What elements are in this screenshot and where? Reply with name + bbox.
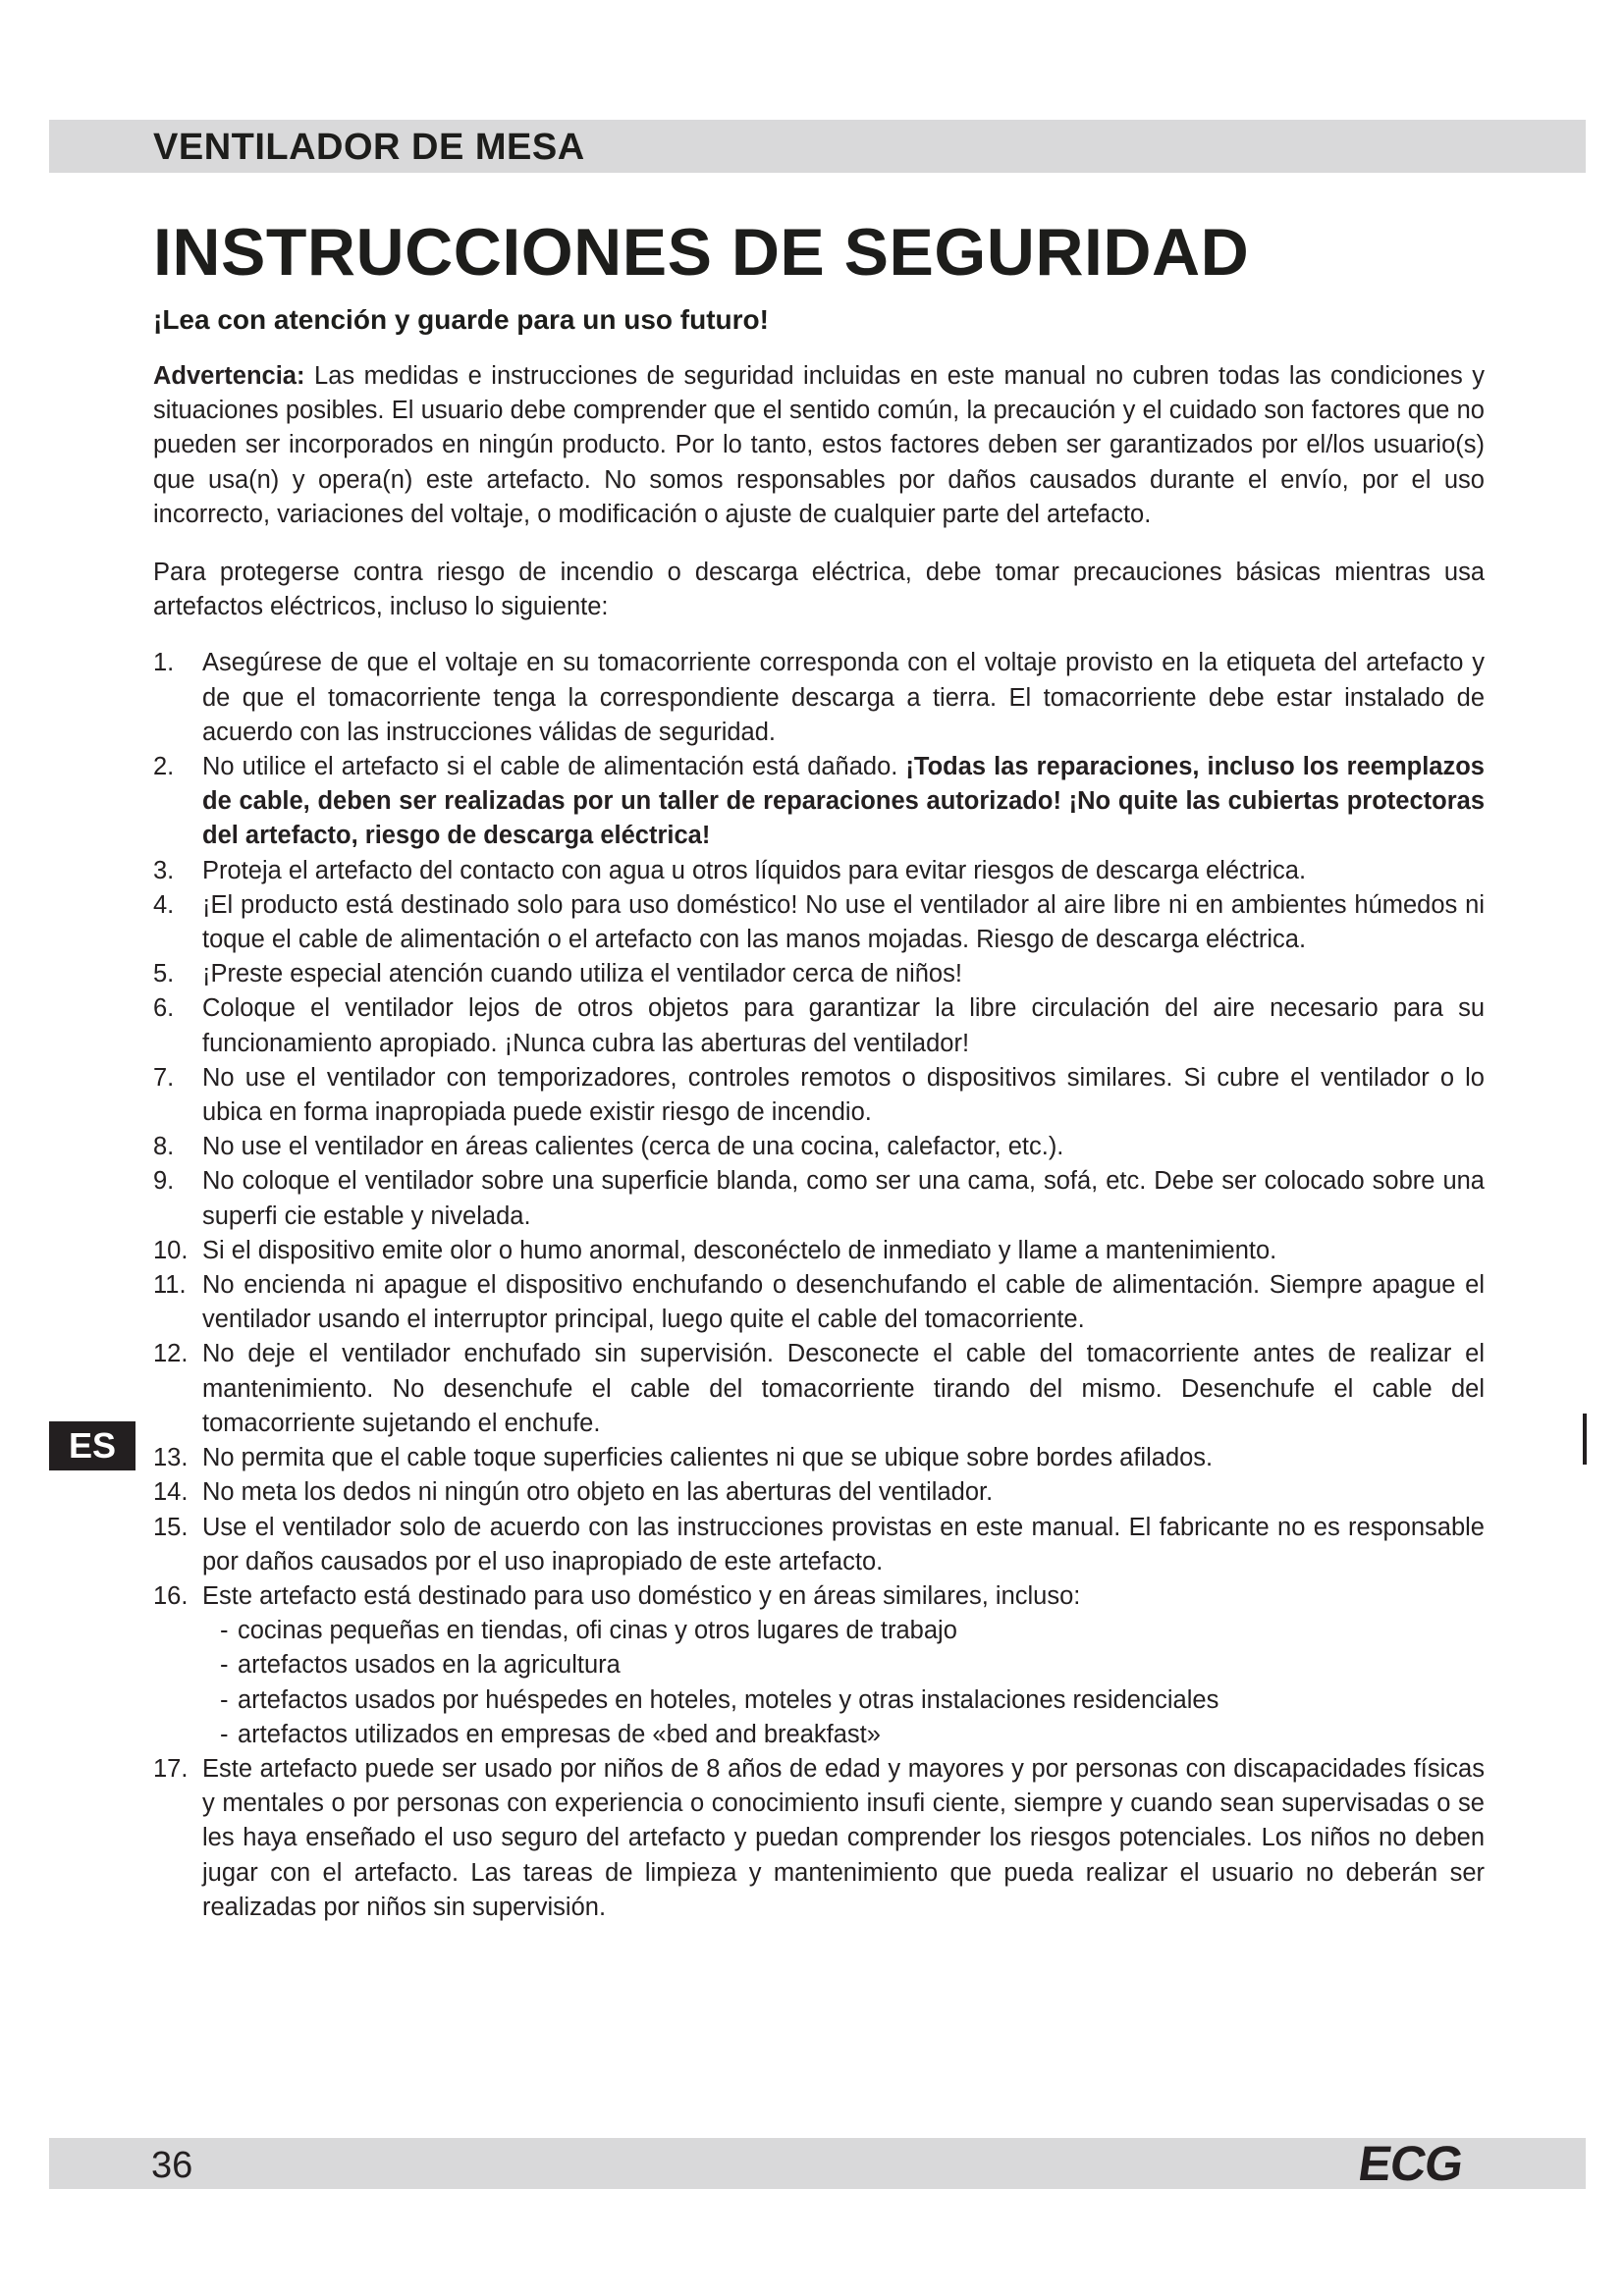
- rule-text: No meta los dedos ni ningún otro objeto en las aberturas del ventilador.: [202, 1478, 994, 1507]
- safety-rule-item: [153, 646, 1485, 750]
- rule-number: 17.: [153, 1754, 189, 1783]
- page-title: INSTRUCCIONES DE SEGURIDAD: [153, 215, 1250, 290]
- rule-text: Si el dispositivo emite olor o humo anormal, desconéctelo de inmediato y llame a mantenimiento.: [202, 1236, 1277, 1264]
- rule-text: No coloque el ventilador sobre una superficie blanda, como ser una cama, sofá, etc. Debe ser colocado sobre una superfi cie estable y nivelada.: [202, 1167, 1485, 1230]
- rule-number: 3.: [153, 856, 175, 884]
- rule-subitem-text: artefactos utilizados en empresas de «bed and breakfast»: [238, 1720, 881, 1748]
- safety-rule-item: [153, 1752, 1485, 1925]
- rule-text: No permita que el cable toque superficies calientes ni que se ubique sobre bordes afilados.: [202, 1444, 1214, 1472]
- safety-rule-item: [153, 1268, 1485, 1337]
- brand-logo: ECG: [1354, 2136, 1466, 2191]
- rule-number: 2.: [153, 753, 175, 781]
- rule-number: 6.: [153, 994, 175, 1023]
- safety-rule-item: [153, 1061, 1485, 1130]
- rule-text: ¡Preste especial atención cuando utiliza el ventilador cerca de niños!: [202, 960, 962, 988]
- margin-marker: [1583, 1414, 1587, 1465]
- safety-rule-item: [153, 1511, 1485, 1579]
- rule-subitem: [220, 1614, 1485, 1648]
- rule-number: 7.: [153, 1063, 175, 1092]
- rule-number: 13.: [153, 1444, 189, 1472]
- rule-text: Coloque el ventilador lejos de otros objetos para garantizar la libre circulación del aire necesario para su funcionamiento apropiado. ¡Nunca cubra las aberturas del ventilador!: [202, 994, 1485, 1057]
- rule-number: 9.: [153, 1167, 175, 1196]
- rule-text: Este artefacto puede ser usado por niños de 8 años de edad y mayores y por personas con discapacidades físicas y mentales o por personas con experiencia o conocimiento insufi ciente, siempre y cuando sean supervisadas o se les haya enseñado el uso seguro del artefacto y puedan comprender los riesgos potenciales. Los niños no deben jugar con el artefacto. Las tareas de limpieza y mantenimiento que pueda realizar el usuario no deberán ser realizadas por niños sin supervisión.: [202, 1754, 1485, 1921]
- safety-rule-item: [153, 1234, 1485, 1268]
- language-tab: ES: [49, 1421, 135, 1470]
- rule-subitem: [220, 1718, 1485, 1752]
- rule-number: 16.: [153, 1581, 189, 1610]
- rule-text: No use el ventilador en áreas calientes (cerca de una cocina, calefactor, etc.).: [202, 1133, 1064, 1161]
- rule-number: 12.: [153, 1340, 189, 1368]
- rule-text: Este artefacto está destinado para uso doméstico y en áreas similares, incluso:: [202, 1581, 1081, 1610]
- safety-rule-item: [153, 750, 1485, 854]
- rule-text: Use el ventilador solo de acuerdo con las instrucciones provistas en este manual. El fabricante no es responsable por daños causados por el uso inapropiado de este artefacto.: [202, 1513, 1485, 1575]
- warning-paragraph: [153, 359, 1485, 532]
- rule-subitem: [220, 1648, 1485, 1682]
- rule-subitem-text: artefactos usados en la agricultura: [238, 1651, 621, 1680]
- rule-text: No deje el ventilador enchufado sin supervisión. Desconecte el cable del tomacorriente antes de realizar el mantenimiento. No desenchufe el cable del tomacorriente tirando del mismo. Desenchufe el cable del tomacorriente sujetando el enchufe.: [202, 1340, 1485, 1437]
- header-band: [49, 120, 1586, 173]
- rule-number: 4.: [153, 890, 175, 919]
- rule-bold-text: ¡Todas las reparaciones, incluso los reemplazos de cable, deben ser realizadas por un taller de reparaciones autorizado! ¡No quite las cubiertas protectoras del artefacto, riesgo de descarga eléctrica!: [202, 753, 1485, 850]
- page-subtitle: ¡Lea con atención y guarde para un uso futuro!: [153, 304, 769, 335]
- rule-text: Asegúrese de que el voltaje en su tomacorriente corresponda con el voltaje provisto en la etiqueta del artefacto y de que el tomacorriente tenga la correspondiente descarga a tierra. El tomacorriente debe estar instalado de acuerdo con las instrucciones válidas de seguridad.: [202, 649, 1485, 746]
- rule-subitem-text: artefactos usados por huéspedes en hoteles, moteles y otras instalaciones residenciales: [238, 1685, 1219, 1714]
- safety-rule-item: [153, 957, 1485, 991]
- rule-subitem-text: cocinas pequeñas en tiendas, ofi cinas y otros lugares de trabajo: [238, 1617, 957, 1645]
- rule-text: No encienda ni apague el dispositivo enchufando o desenchufando el cable de alimentación. Siempre apague el ventilador usando el interruptor principal, luego quite el cable del tomacorriente.: [202, 1271, 1485, 1334]
- rule-text: No use el ventilador con temporizadores, controles remotos o dispositivos similares. Si cubre el ventilador o lo ubica en forma inapropiada puede existir riesgo de incendio.: [202, 1063, 1485, 1127]
- safety-rule-item: [153, 1164, 1485, 1233]
- dash-bullet: -: [220, 1651, 229, 1680]
- document-body: [153, 359, 1485, 1925]
- rule-text: ¡El producto está destinado solo para uso doméstico! No use el ventilador al aire libre ni en ambientes húmedos ni toque el cable de alimentación o el artefacto con las manos mojadas. Riesgo de descarga eléctrica.: [202, 890, 1485, 954]
- safety-rule-item: [153, 1130, 1485, 1164]
- safety-rule-item: [153, 888, 1485, 957]
- warning-text: Las medidas e instrucciones de seguridad incluidas en este manual no cubren todas las condiciones y situaciones posibles. El usuario debe comprender que el sentido común, la precaución y el cuidado son factores que no pueden ser incorporados en ningún producto. Por lo tanto, estos factores deben ser garantizados por el/los usuario(s) que usa(n) y opera(n) este artefacto. No somos responsables por daños causados durante el envío, por el uso incorrecto, variaciones del voltaje, o modificación o ajuste de cualquier parte del artefacto.: [153, 362, 1485, 528]
- dash-bullet: -: [220, 1720, 229, 1748]
- rule-number: 8.: [153, 1133, 175, 1161]
- dash-bullet: -: [220, 1617, 229, 1645]
- warning-label: Advertencia:: [153, 362, 305, 390]
- rule-number: 5.: [153, 960, 175, 988]
- safety-rule-item: [153, 1337, 1485, 1441]
- rule-number: 11.: [153, 1271, 187, 1300]
- dash-bullet: -: [220, 1685, 229, 1714]
- section-title: VENTILADOR DE MESA: [153, 127, 585, 168]
- rule-number: 14.: [153, 1478, 189, 1507]
- rule-number: 1.: [153, 649, 175, 677]
- rule-sublist: [202, 1614, 1485, 1752]
- safety-rule-item: [153, 1579, 1485, 1752]
- safety-rule-item: [153, 1475, 1485, 1510]
- footer-band: [49, 2138, 1586, 2189]
- rule-number: 10.: [153, 1236, 189, 1264]
- safety-rule-item: [153, 991, 1485, 1060]
- rule-text: No utilice el artefacto si el cable de alimentación está dañado.: [202, 753, 906, 781]
- rule-text: Proteja el artefacto del contacto con agua u otros líquidos para evitar riesgos de descarga eléctrica.: [202, 856, 1307, 884]
- rule-number: 15.: [153, 1513, 189, 1541]
- page-number: 36: [151, 2145, 193, 2186]
- safety-rule-item: [153, 854, 1485, 888]
- safety-rule-item: [153, 1441, 1485, 1475]
- rule-subitem: [220, 1683, 1485, 1718]
- intro-paragraph: Para protegerse contra riesgo de incendio o descarga eléctrica, debe tomar precauciones básicas mientras usa artefactos eléctricos, incluso lo siguiente:: [153, 559, 1485, 621]
- safety-rules-list: [153, 646, 1485, 1925]
